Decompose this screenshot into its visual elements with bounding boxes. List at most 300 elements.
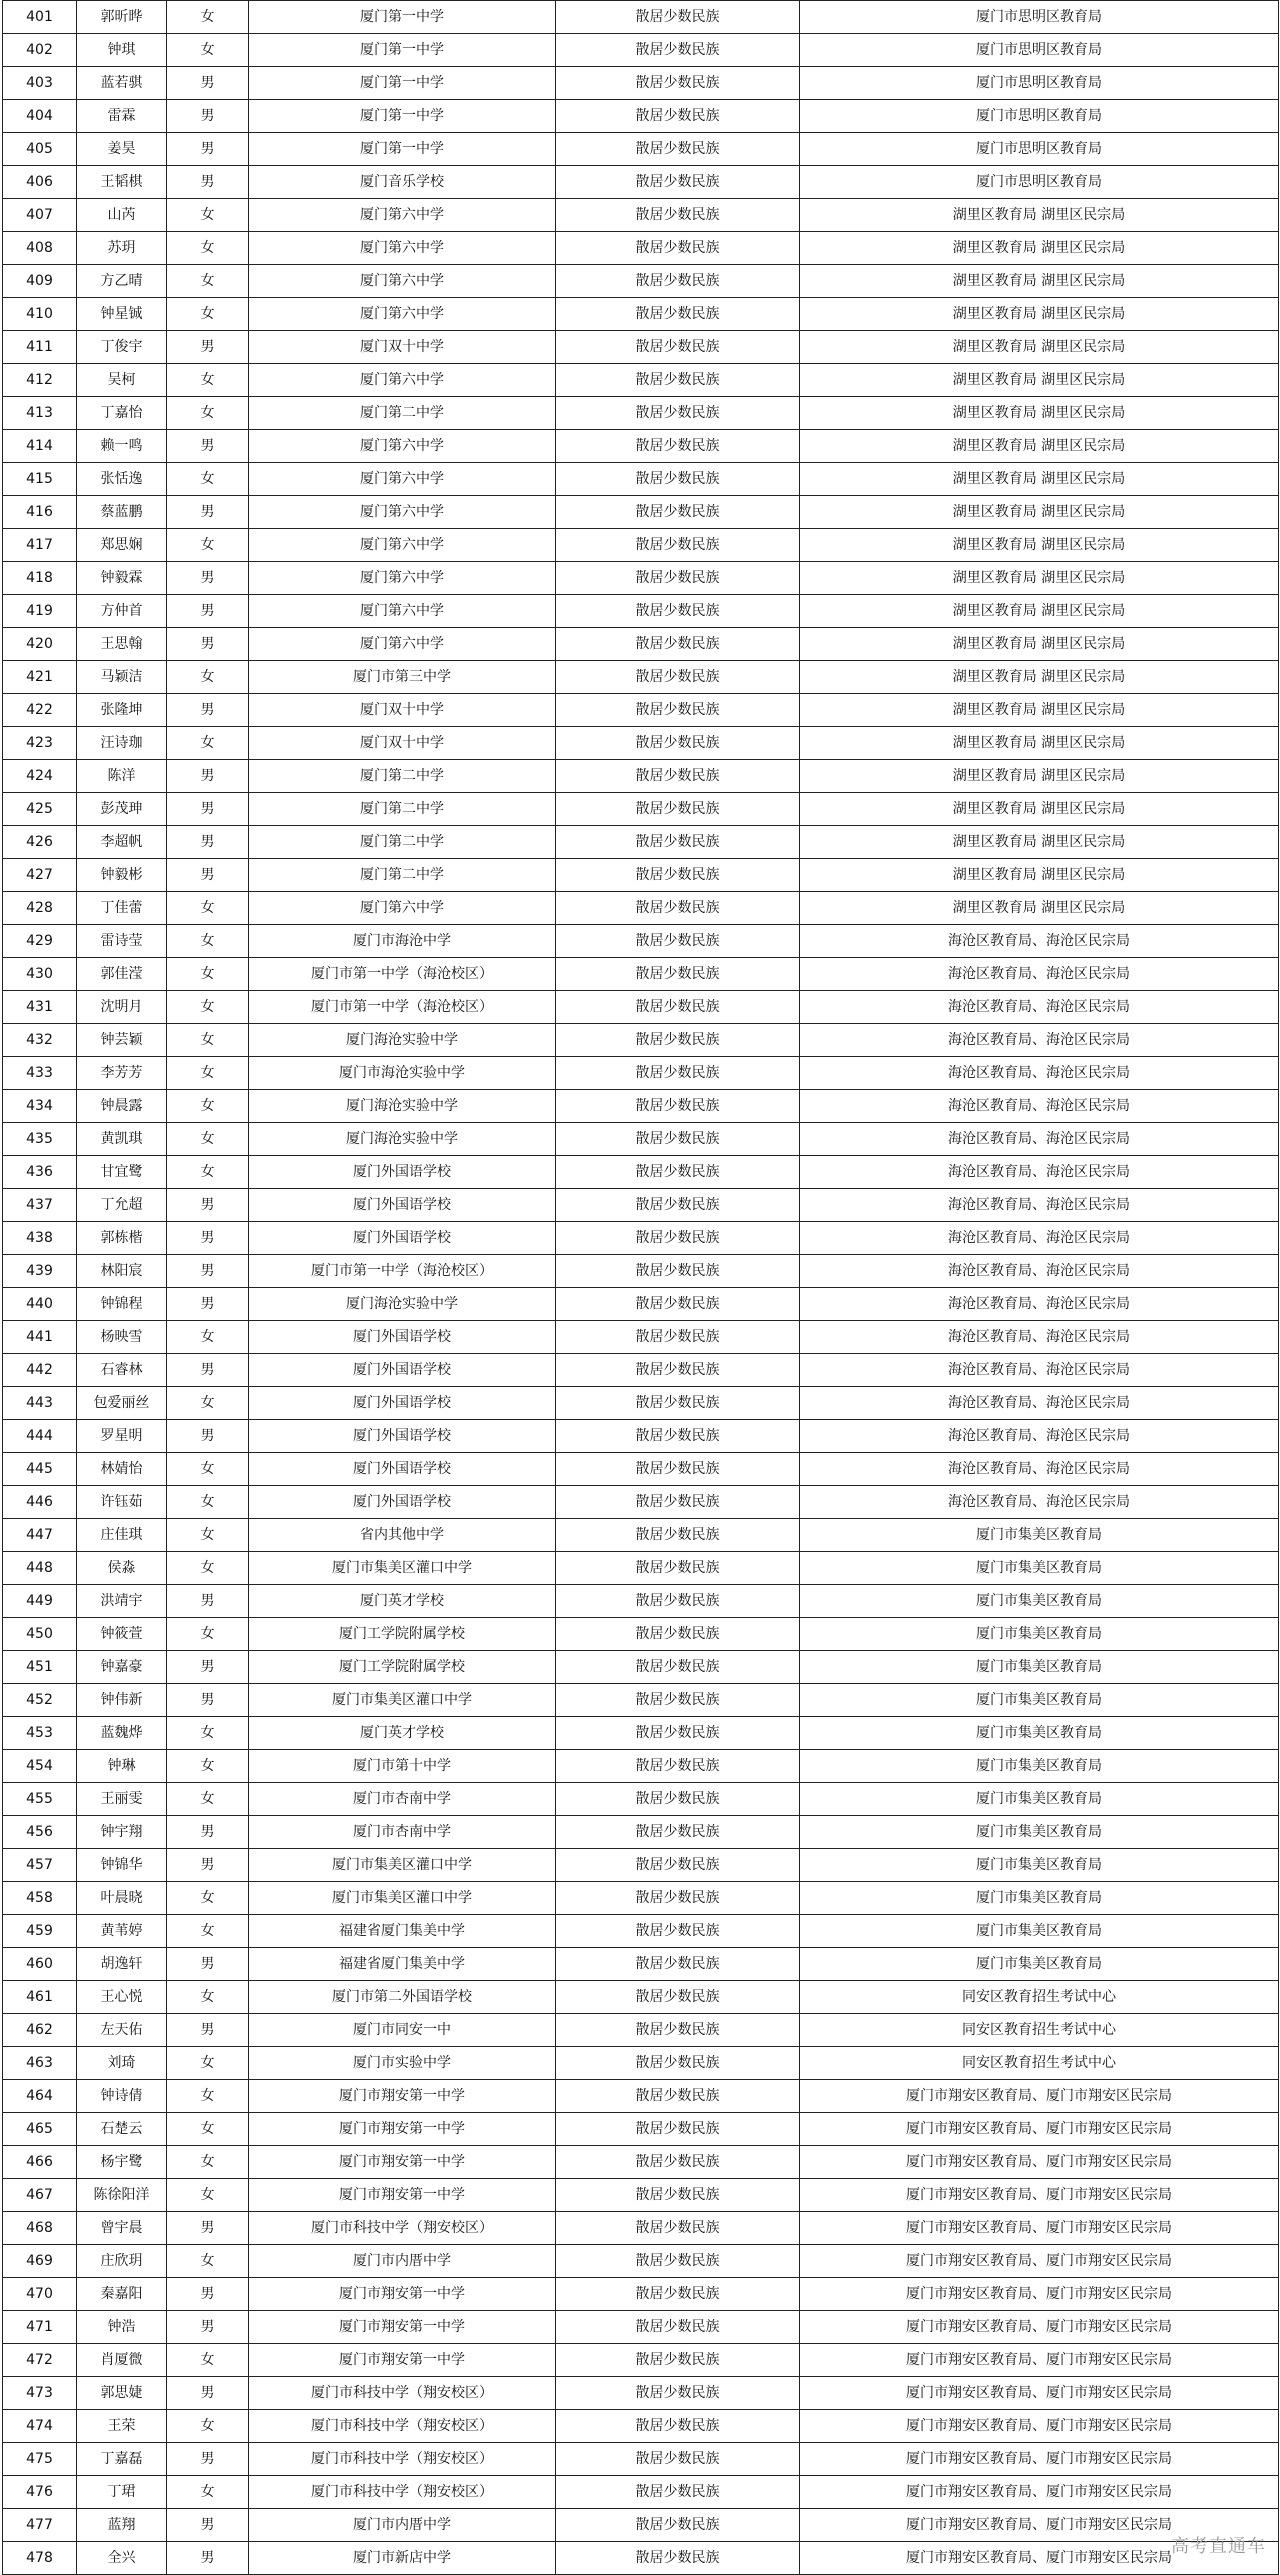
row-number-cell: 457 — [3, 1849, 77, 1882]
school-cell: 厦门市内厝中学 — [249, 2245, 556, 2278]
table-row — [3, 1915, 1279, 1948]
category-cell: 散居少数民族 — [556, 1288, 800, 1321]
row-number-cell: 408 — [3, 232, 77, 265]
school-cell: 厦门市第一中学（海沧校区） — [249, 958, 556, 991]
school-cell: 厦门海沧实验中学 — [249, 1288, 556, 1321]
gender-cell: 女 — [167, 1486, 249, 1519]
department-cell: 厦门市思明区教育局 — [800, 133, 1279, 166]
row-number-cell: 429 — [3, 925, 77, 958]
school-cell: 厦门海沧实验中学 — [249, 1090, 556, 1123]
student-name-cell: 蓝魏烨 — [77, 1717, 167, 1750]
table-row — [3, 2278, 1279, 2311]
student-name-cell: 山芮 — [77, 199, 167, 232]
table-row — [3, 1552, 1279, 1585]
gender-cell: 女 — [167, 1024, 249, 1057]
table-row — [3, 2476, 1279, 2509]
category-cell: 散居少数民族 — [556, 1651, 800, 1684]
row-number-cell: 474 — [3, 2410, 77, 2443]
table-row — [3, 2146, 1279, 2179]
department-cell: 湖里区教育局 湖里区民宗局 — [800, 331, 1279, 364]
student-name-cell: 张恬逸 — [77, 463, 167, 496]
student-name-cell: 杨映雪 — [77, 1321, 167, 1354]
table-row — [3, 1387, 1279, 1420]
school-cell: 厦门外国语学校 — [249, 1156, 556, 1189]
category-cell: 散居少数民族 — [556, 2509, 800, 2542]
category-cell: 散居少数民族 — [556, 265, 800, 298]
school-cell: 厦门外国语学校 — [249, 1387, 556, 1420]
student-name-cell: 叶晨晓 — [77, 1882, 167, 1915]
student-name-cell: 胡逸轩 — [77, 1948, 167, 1981]
school-cell: 厦门市翔安第一中学 — [249, 2113, 556, 2146]
department-cell: 厦门市翔安区教育局、厦门市翔安区民宗局 — [800, 2377, 1279, 2410]
gender-cell: 女 — [167, 2179, 249, 2212]
department-cell: 海沧区教育局、海沧区民宗局 — [800, 1354, 1279, 1387]
row-number-cell: 412 — [3, 364, 77, 397]
row-number-cell: 458 — [3, 1882, 77, 1915]
row-number-cell: 423 — [3, 727, 77, 760]
category-cell: 散居少数民族 — [556, 298, 800, 331]
table-row — [3, 430, 1279, 463]
department-cell: 厦门市思明区教育局 — [800, 34, 1279, 67]
table-row — [3, 1618, 1279, 1651]
student-name-cell: 王荣 — [77, 2410, 167, 2443]
gender-cell: 男 — [167, 100, 249, 133]
category-cell: 散居少数民族 — [556, 1948, 800, 1981]
student-name-cell: 王韬棋 — [77, 166, 167, 199]
student-name-cell: 包爱丽丝 — [77, 1387, 167, 1420]
school-cell: 厦门市实验中学 — [249, 2047, 556, 2080]
row-number-cell: 472 — [3, 2344, 77, 2377]
row-number-cell: 447 — [3, 1519, 77, 1552]
student-name-cell: 庄佳琪 — [77, 1519, 167, 1552]
department-cell: 湖里区教育局 湖里区民宗局 — [800, 463, 1279, 496]
department-cell: 厦门市翔安区教育局、厦门市翔安区民宗局 — [800, 2509, 1279, 2542]
student-name-cell: 丁珺 — [77, 2476, 167, 2509]
row-number-cell: 461 — [3, 1981, 77, 2014]
school-cell: 厦门第六中学 — [249, 463, 556, 496]
department-cell: 同安区教育招生考试中心 — [800, 1981, 1279, 2014]
gender-cell: 女 — [167, 463, 249, 496]
department-cell: 湖里区教育局 湖里区民宗局 — [800, 628, 1279, 661]
table-row — [3, 991, 1279, 1024]
category-cell: 散居少数民族 — [556, 1486, 800, 1519]
table-row — [3, 100, 1279, 133]
table-row — [3, 1519, 1279, 1552]
gender-cell: 女 — [167, 925, 249, 958]
table-row — [3, 331, 1279, 364]
gender-cell: 男 — [167, 2509, 249, 2542]
school-cell: 厦门第二中学 — [249, 826, 556, 859]
gender-cell: 女 — [167, 892, 249, 925]
student-name-cell: 钟琪 — [77, 34, 167, 67]
gender-cell: 男 — [167, 694, 249, 727]
row-number-cell: 443 — [3, 1387, 77, 1420]
table-row — [3, 826, 1279, 859]
student-name-cell: 林婧怡 — [77, 1453, 167, 1486]
table-row — [3, 760, 1279, 793]
category-cell: 散居少数民族 — [556, 2344, 800, 2377]
department-cell: 厦门市翔安区教育局、厦门市翔安区民宗局 — [800, 2344, 1279, 2377]
department-cell: 厦门市集美区教育局 — [800, 1816, 1279, 1849]
row-number-cell: 430 — [3, 958, 77, 991]
category-cell: 散居少数民族 — [556, 331, 800, 364]
category-cell: 散居少数民族 — [556, 1024, 800, 1057]
row-number-cell: 414 — [3, 430, 77, 463]
school-cell: 厦门市内厝中学 — [249, 2509, 556, 2542]
school-cell: 厦门市海沧中学 — [249, 925, 556, 958]
row-number-cell: 424 — [3, 760, 77, 793]
department-cell: 海沧区教育局、海沧区民宗局 — [800, 1486, 1279, 1519]
department-cell: 海沧区教育局、海沧区民宗局 — [800, 1321, 1279, 1354]
row-number-cell: 444 — [3, 1420, 77, 1453]
student-name-cell: 钟琳 — [77, 1750, 167, 1783]
student-name-cell: 李芳芳 — [77, 1057, 167, 1090]
department-cell: 厦门市翔安区教育局、厦门市翔安区民宗局 — [800, 2245, 1279, 2278]
student-name-cell: 石睿林 — [77, 1354, 167, 1387]
row-number-cell: 405 — [3, 133, 77, 166]
row-number-cell: 401 — [3, 1, 77, 34]
gender-cell: 男 — [167, 1288, 249, 1321]
student-name-cell: 王思翰 — [77, 628, 167, 661]
category-cell: 散居少数民族 — [556, 2542, 800, 2575]
department-cell: 湖里区教育局 湖里区民宗局 — [800, 661, 1279, 694]
row-number-cell: 467 — [3, 2179, 77, 2212]
table-row — [3, 2113, 1279, 2146]
school-cell: 厦门第一中学 — [249, 34, 556, 67]
department-cell: 厦门市翔安区教育局、厦门市翔安区民宗局 — [800, 2212, 1279, 2245]
student-name-cell: 钟晨露 — [77, 1090, 167, 1123]
gender-cell: 男 — [167, 595, 249, 628]
gender-cell: 女 — [167, 727, 249, 760]
row-number-cell: 462 — [3, 2014, 77, 2047]
category-cell: 散居少数民族 — [556, 2080, 800, 2113]
category-cell: 散居少数民族 — [556, 2146, 800, 2179]
category-cell: 散居少数民族 — [556, 2212, 800, 2245]
school-cell: 厦门市海沧实验中学 — [249, 1057, 556, 1090]
table-row — [3, 628, 1279, 661]
department-cell: 厦门市翔安区教育局、厦门市翔安区民宗局 — [800, 2179, 1279, 2212]
table-row — [3, 2509, 1279, 2542]
row-number-cell: 427 — [3, 859, 77, 892]
gender-cell: 女 — [167, 1750, 249, 1783]
category-cell: 散居少数民族 — [556, 1321, 800, 1354]
school-cell: 厦门市同安一中 — [249, 2014, 556, 2047]
table-row — [3, 1453, 1279, 1486]
table-row — [3, 199, 1279, 232]
category-cell: 散居少数民族 — [556, 2278, 800, 2311]
student-name-cell: 陈徐阳洋 — [77, 2179, 167, 2212]
gender-cell: 女 — [167, 265, 249, 298]
student-name-cell: 丁允超 — [77, 1189, 167, 1222]
school-cell: 厦门外国语学校 — [249, 1453, 556, 1486]
student-name-cell: 全兴 — [77, 2542, 167, 2575]
department-cell: 厦门市集美区教育局 — [800, 1651, 1279, 1684]
gender-cell: 男 — [167, 1189, 249, 1222]
gender-cell: 女 — [167, 1552, 249, 1585]
student-name-cell: 许钰茹 — [77, 1486, 167, 1519]
gender-cell: 女 — [167, 397, 249, 430]
student-name-cell: 蔡蓝鹏 — [77, 496, 167, 529]
student-name-cell: 沈明月 — [77, 991, 167, 1024]
school-cell: 厦门双十中学 — [249, 694, 556, 727]
student-name-cell: 钟筱萱 — [77, 1618, 167, 1651]
category-cell: 散居少数民族 — [556, 1189, 800, 1222]
gender-cell: 男 — [167, 1222, 249, 1255]
category-cell: 散居少数民族 — [556, 2245, 800, 2278]
table-row — [3, 1222, 1279, 1255]
row-number-cell: 420 — [3, 628, 77, 661]
table-row — [3, 133, 1279, 166]
school-cell: 厦门第一中学 — [249, 1, 556, 34]
school-cell: 厦门海沧实验中学 — [249, 1123, 556, 1156]
gender-cell: 男 — [167, 2014, 249, 2047]
school-cell: 厦门第二中学 — [249, 859, 556, 892]
school-cell: 福建省厦门集美中学 — [249, 1915, 556, 1948]
table-row — [3, 1816, 1279, 1849]
gender-cell: 女 — [167, 34, 249, 67]
category-cell: 散居少数民族 — [556, 1915, 800, 1948]
row-number-cell: 470 — [3, 2278, 77, 2311]
school-cell: 厦门市集美区灌口中学 — [249, 1552, 556, 1585]
department-cell: 厦门市思明区教育局 — [800, 67, 1279, 100]
gender-cell: 男 — [167, 1948, 249, 1981]
row-number-cell: 478 — [3, 2542, 77, 2575]
school-cell: 厦门市杏南中学 — [249, 1816, 556, 1849]
department-cell: 厦门市集美区教育局 — [800, 1882, 1279, 1915]
gender-cell: 男 — [167, 859, 249, 892]
category-cell: 散居少数民族 — [556, 1783, 800, 1816]
category-cell: 散居少数民族 — [556, 793, 800, 826]
gender-cell: 女 — [167, 991, 249, 1024]
student-name-cell: 钟毅彬 — [77, 859, 167, 892]
category-cell: 散居少数民族 — [556, 1981, 800, 2014]
student-name-cell: 蓝翔 — [77, 2509, 167, 2542]
table-row — [3, 2179, 1279, 2212]
school-cell: 厦门市集美区灌口中学 — [249, 1684, 556, 1717]
school-cell: 厦门市新店中学 — [249, 2542, 556, 2575]
row-number-cell: 416 — [3, 496, 77, 529]
table-row — [3, 2443, 1279, 2476]
school-cell: 厦门第二中学 — [249, 793, 556, 826]
category-cell: 散居少数民族 — [556, 364, 800, 397]
row-number-cell: 440 — [3, 1288, 77, 1321]
category-cell: 散居少数民族 — [556, 1156, 800, 1189]
row-number-cell: 466 — [3, 2146, 77, 2179]
table-row — [3, 1156, 1279, 1189]
category-cell: 散居少数民族 — [556, 2443, 800, 2476]
department-cell: 厦门市翔安区教育局、厦门市翔安区民宗局 — [800, 2146, 1279, 2179]
table-row — [3, 1717, 1279, 1750]
row-number-cell: 421 — [3, 661, 77, 694]
category-cell: 散居少数民族 — [556, 2113, 800, 2146]
student-name-cell: 钟浩 — [77, 2311, 167, 2344]
table-row — [3, 1090, 1279, 1123]
gender-cell: 女 — [167, 661, 249, 694]
school-cell: 厦门第六中学 — [249, 298, 556, 331]
department-cell: 海沧区教育局、海沧区民宗局 — [800, 1453, 1279, 1486]
gender-cell: 男 — [167, 1849, 249, 1882]
gender-cell: 男 — [167, 1585, 249, 1618]
row-number-cell: 404 — [3, 100, 77, 133]
department-cell: 厦门市思明区教育局 — [800, 166, 1279, 199]
school-cell: 厦门双十中学 — [249, 331, 556, 364]
student-name-cell: 洪靖宇 — [77, 1585, 167, 1618]
row-number-cell: 460 — [3, 1948, 77, 1981]
school-cell: 厦门市集美区灌口中学 — [249, 1882, 556, 1915]
roster-body — [3, 1, 1279, 2575]
student-name-cell: 刘琦 — [77, 2047, 167, 2080]
school-cell: 厦门工学院附属学校 — [249, 1651, 556, 1684]
table-row — [3, 2344, 1279, 2377]
category-cell: 散居少数民族 — [556, 67, 800, 100]
row-number-cell: 445 — [3, 1453, 77, 1486]
department-cell: 海沧区教育局、海沧区民宗局 — [800, 958, 1279, 991]
table-row — [3, 1288, 1279, 1321]
student-name-cell: 钟芸颖 — [77, 1024, 167, 1057]
table-row — [3, 925, 1279, 958]
row-number-cell: 419 — [3, 595, 77, 628]
department-cell: 海沧区教育局、海沧区民宗局 — [800, 1024, 1279, 1057]
roster-table — [2, 0, 1279, 2575]
gender-cell: 男 — [167, 496, 249, 529]
category-cell: 散居少数民族 — [556, 1882, 800, 1915]
gender-cell: 男 — [167, 793, 249, 826]
row-number-cell: 459 — [3, 1915, 77, 1948]
department-cell: 海沧区教育局、海沧区民宗局 — [800, 991, 1279, 1024]
student-name-cell: 丁俊宇 — [77, 331, 167, 364]
row-number-cell: 425 — [3, 793, 77, 826]
school-cell: 厦门双十中学 — [249, 727, 556, 760]
table-row — [3, 1420, 1279, 1453]
student-name-cell: 雷诗莹 — [77, 925, 167, 958]
row-number-cell: 442 — [3, 1354, 77, 1387]
category-cell: 散居少数民族 — [556, 1387, 800, 1420]
school-cell: 厦门市翔安第一中学 — [249, 2344, 556, 2377]
student-name-cell: 张隆坤 — [77, 694, 167, 727]
row-number-cell: 415 — [3, 463, 77, 496]
student-name-cell: 郭思婕 — [77, 2377, 167, 2410]
category-cell: 散居少数民族 — [556, 1453, 800, 1486]
table-row — [3, 661, 1279, 694]
department-cell: 厦门市翔安区教育局、厦门市翔安区民宗局 — [800, 2113, 1279, 2146]
category-cell: 散居少数民族 — [556, 661, 800, 694]
category-cell: 散居少数民族 — [556, 562, 800, 595]
department-cell: 湖里区教育局 湖里区民宗局 — [800, 859, 1279, 892]
department-cell: 厦门市集美区教育局 — [800, 1948, 1279, 1981]
gender-cell: 男 — [167, 2443, 249, 2476]
school-cell: 厦门市科技中学（翔安校区） — [249, 2377, 556, 2410]
school-cell: 厦门第一中学 — [249, 133, 556, 166]
row-number-cell: 452 — [3, 1684, 77, 1717]
department-cell: 厦门市思明区教育局 — [800, 100, 1279, 133]
gender-cell: 女 — [167, 232, 249, 265]
gender-cell: 女 — [167, 2146, 249, 2179]
row-number-cell: 477 — [3, 2509, 77, 2542]
student-name-cell: 王丽雯 — [77, 1783, 167, 1816]
department-cell: 海沧区教育局、海沧区民宗局 — [800, 1156, 1279, 1189]
table-row — [3, 1750, 1279, 1783]
table-row — [3, 2014, 1279, 2047]
table-row — [3, 727, 1279, 760]
department-cell: 厦门市集美区教育局 — [800, 1552, 1279, 1585]
school-cell: 福建省厦门集美中学 — [249, 1948, 556, 1981]
table-row — [3, 1849, 1279, 1882]
school-cell: 厦门海沧实验中学 — [249, 1024, 556, 1057]
table-row — [3, 2080, 1279, 2113]
student-name-cell: 钟伟新 — [77, 1684, 167, 1717]
department-cell: 湖里区教育局 湖里区民宗局 — [800, 760, 1279, 793]
department-cell: 厦门市集美区教育局 — [800, 1849, 1279, 1882]
student-name-cell: 钟毅霖 — [77, 562, 167, 595]
department-cell: 厦门市集美区教育局 — [800, 1519, 1279, 1552]
student-name-cell: 钟锦华 — [77, 1849, 167, 1882]
student-name-cell: 肖厦微 — [77, 2344, 167, 2377]
student-name-cell: 郑思娴 — [77, 529, 167, 562]
row-number-cell: 409 — [3, 265, 77, 298]
table-row — [3, 529, 1279, 562]
table-row — [3, 397, 1279, 430]
row-number-cell: 454 — [3, 1750, 77, 1783]
student-name-cell: 马颖洁 — [77, 661, 167, 694]
row-number-cell: 449 — [3, 1585, 77, 1618]
gender-cell: 男 — [167, 1255, 249, 1288]
gender-cell: 男 — [167, 2311, 249, 2344]
category-cell: 散居少数民族 — [556, 2311, 800, 2344]
student-name-cell: 钟星铖 — [77, 298, 167, 331]
table-row — [3, 364, 1279, 397]
department-cell: 湖里区教育局 湖里区民宗局 — [800, 364, 1279, 397]
school-cell: 厦门外国语学校 — [249, 1486, 556, 1519]
department-cell: 厦门市翔安区教育局、厦门市翔安区民宗局 — [800, 2542, 1279, 2575]
category-cell: 散居少数民族 — [556, 1585, 800, 1618]
school-cell: 厦门第六中学 — [249, 529, 556, 562]
category-cell: 散居少数民族 — [556, 859, 800, 892]
student-name-cell: 庄欣玥 — [77, 2245, 167, 2278]
school-cell: 厦门第六中学 — [249, 595, 556, 628]
category-cell: 散居少数民族 — [556, 760, 800, 793]
department-cell: 湖里区教育局 湖里区民宗局 — [800, 727, 1279, 760]
gender-cell: 女 — [167, 1783, 249, 1816]
department-cell: 湖里区教育局 湖里区民宗局 — [800, 265, 1279, 298]
department-cell: 海沧区教育局、海沧区民宗局 — [800, 1420, 1279, 1453]
school-cell: 厦门市翔安第一中学 — [249, 2146, 556, 2179]
department-cell: 湖里区教育局 湖里区民宗局 — [800, 562, 1279, 595]
table-row — [3, 1354, 1279, 1387]
student-name-cell: 李超帆 — [77, 826, 167, 859]
student-name-cell: 丁佳蕾 — [77, 892, 167, 925]
category-cell: 散居少数民族 — [556, 1816, 800, 1849]
gender-cell: 女 — [167, 1156, 249, 1189]
school-cell: 厦门市科技中学（翔安校区） — [249, 2212, 556, 2245]
table-row — [3, 595, 1279, 628]
department-cell: 湖里区教育局 湖里区民宗局 — [800, 595, 1279, 628]
department-cell: 厦门市集美区教育局 — [800, 1915, 1279, 1948]
table-row — [3, 562, 1279, 595]
category-cell: 散居少数民族 — [556, 1420, 800, 1453]
row-number-cell: 448 — [3, 1552, 77, 1585]
department-cell: 海沧区教育局、海沧区民宗局 — [800, 1288, 1279, 1321]
category-cell: 散居少数民族 — [556, 397, 800, 430]
gender-cell: 男 — [167, 2278, 249, 2311]
department-cell: 湖里区教育局 湖里区民宗局 — [800, 430, 1279, 463]
category-cell: 散居少数民族 — [556, 2047, 800, 2080]
department-cell: 厦门市翔安区教育局、厦门市翔安区民宗局 — [800, 2311, 1279, 2344]
gender-cell: 男 — [167, 562, 249, 595]
gender-cell: 女 — [167, 364, 249, 397]
category-cell: 散居少数民族 — [556, 529, 800, 562]
table-row — [3, 1783, 1279, 1816]
student-name-cell: 蓝若骐 — [77, 67, 167, 100]
